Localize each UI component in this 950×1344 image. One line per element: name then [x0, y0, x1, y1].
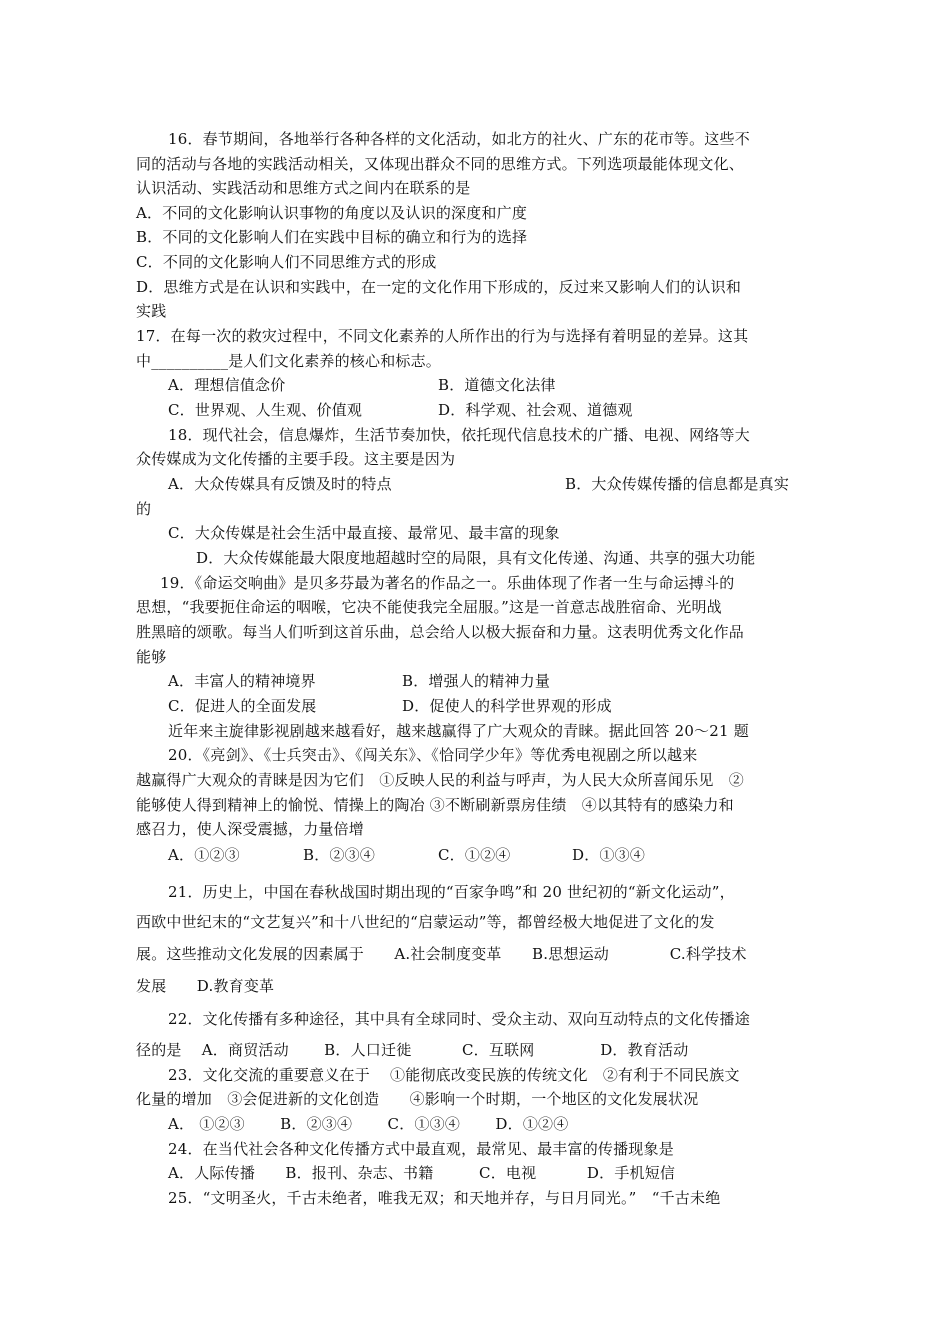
- q19-option-d: D．促使人的科学世界观的形成: [402, 697, 612, 715]
- q19-option-a: A．丰富人的精神境界: [168, 672, 316, 690]
- q18-option-a: A．大众传媒具有反馈及时的特点: [168, 475, 392, 493]
- q24-options: A．人际传播 B．报刊、杂志、书籍 C．电视 D．手机短信: [168, 1164, 676, 1182]
- q17-option-b: B．道德文化法律: [438, 376, 556, 394]
- q16-option-d-line-2: 实践: [136, 302, 167, 320]
- q19-stem-line-4: 能够: [136, 648, 167, 666]
- q22-stem-line-1: 22．文化传播有多种途径，其中具有全球同时、受众主动、双向互动特点的文化传播途: [168, 1010, 750, 1028]
- q21-stem-line-3: 展。这些推动文化发展的因素属于 A.社会制度变革 B.思想运动 C.科学技术: [136, 945, 747, 963]
- q25-stem-line-1: 25．“文明圣火，千古未绝者，唯我无双；和天地并存，与日月同光。” “千古未绝: [168, 1189, 721, 1207]
- q16-stem-line-3: 认识活动、实践活动和思维方式之间内在联系的是: [136, 179, 471, 197]
- q17-option-d: D．科学观、社会观、道德观: [438, 401, 633, 419]
- q19-stem-line-1: 19．《命运交响曲》是贝多芬最为著名的作品之一。乐曲体现了作者一生与命运搏斗的: [160, 574, 735, 592]
- q19-stem-line-2: 思想，“我要扼住命运的咽喉，它决不能使我完全屈服。”这是一首意志战胜宿命、光明战: [136, 598, 722, 616]
- q20-stem-line-4: 感召力，使人深受震撼，力量倍增: [136, 820, 365, 838]
- q20-option-b: B．②③④: [303, 846, 376, 864]
- q16-stem-line-2: 同的活动与各地的实践活动相关，又体现出群众不同的思维方式。下列选项最能体现文化、: [136, 155, 745, 173]
- q21-stem-line-1: 21．历史上，中国在春秋战国时期出现的“百家争鸣”和 20 世纪初的“新文化运动”，: [168, 883, 735, 901]
- q16-option-b: B．不同的文化影响人们在实践中目标的确立和行为的选择: [136, 228, 528, 246]
- q18-stem-line-1: 18．现代社会，信息爆炸，生活节奏加快，依托现代信息技术的广播、电视、网络等大: [168, 426, 750, 444]
- q20-option-d: D．①③④: [572, 846, 646, 864]
- q20-stem-line-3: 能够使人得到精神上的愉悦、情操上的陶冶 ③不断刷新票房佳绩 ④以其特有的感染力和: [136, 796, 734, 814]
- q21-stem-line-4: 发展 D.教育变革: [136, 977, 275, 995]
- q16-stem-line-1: 16．春节期间，各地举行各种各样的文化活动，如北方的社火、广东的花市等。这些不: [168, 130, 750, 148]
- q18-option-d: D．大众传媒能最大限度地超越时空的局限，具有文化传递、沟通、共享的强大功能: [196, 549, 756, 567]
- q23-stem-line-2: 化量的增加 ③会促进新的文化创造 ④影响一个时期，一个地区的文化发展状况: [136, 1090, 699, 1108]
- q20-option-c: C．①②④: [438, 846, 511, 864]
- q20-21-intro: 近年来主旋律影视剧越来越看好，越来越赢得了广大观众的青睐。据此回答 20～21 题: [168, 722, 749, 740]
- q16-option-a: A．不同的文化影响认识事物的角度以及认识的深度和广度: [136, 204, 528, 222]
- q23-options: A． ①②③ B．②③④ C．①③④ D．①②④: [168, 1115, 569, 1133]
- q24-stem: 24．在当代社会各种文化传播方式中最直观，最常见、最丰富的传播现象是: [168, 1140, 674, 1158]
- q23-stem-line-1: 23．文化交流的重要意义在于 ①能彻底改变民族的传统文化 ②有利于不同民族文: [168, 1066, 740, 1084]
- q22-stem-line-2: 径的是 A．商贸活动 B．人口迁徙 C．互联网 D．教育活动: [136, 1041, 689, 1059]
- q16-option-d-line-1: D．思维方式是在认识和实践中，在一定的文化作用下形成的，反过来又影响人们的认识和: [136, 278, 742, 296]
- q18-option-c: C．大众传媒是社会生活中最直接、最常见、最丰富的现象: [168, 524, 560, 542]
- q18-option-b-line-2: 的: [136, 500, 152, 518]
- q21-stem-line-2: 西欧中世纪末的“文艺复兴”和十八世纪的“启蒙运动”等，都曾经极大地促进了文化的发: [136, 913, 715, 931]
- q18-stem-line-2: 众传媒成为文化传播的主要手段。这主要是因为: [136, 450, 456, 468]
- q16-option-c: C．不同的文化影响人们不同思维方式的形成: [136, 253, 437, 271]
- q20-stem-line-1: 20．《亮剑》、《士兵突击》、《闯关东》、《恰同学少年》等优秀电视剧之所以越来: [168, 746, 698, 764]
- q17-option-c: C．世界观、人生观、价值观: [168, 401, 363, 419]
- q19-stem-line-3: 胜黑暗的颂歌。每当人们听到这首乐曲，总会给人以极大振奋和力量。这表明优秀文化作品: [136, 623, 745, 641]
- q20-option-a: A．①②③: [168, 846, 240, 864]
- q20-stem-line-2: 越赢得广大观众的青睐是因为它们 ①反映人民的利益与呼声，为人民大众所喜闻乐见 ②: [136, 771, 745, 789]
- q17-option-a: A．理想信值念价: [168, 376, 286, 394]
- q19-option-c: C．促进人的全面发展: [168, 697, 317, 715]
- q17-stem-line-2: 中__________是人们文化素养的核心和标志。: [136, 352, 442, 370]
- q19-option-b: B．增强人的精神力量: [402, 672, 551, 690]
- q18-option-b-line-1: B．大众传媒传播的信息都是真实: [565, 475, 790, 493]
- q17-stem-line-1: 17．在每一次的救灾过程中，不同文化素养的人所作出的行为与选择有着明显的差异。这其: [136, 327, 749, 345]
